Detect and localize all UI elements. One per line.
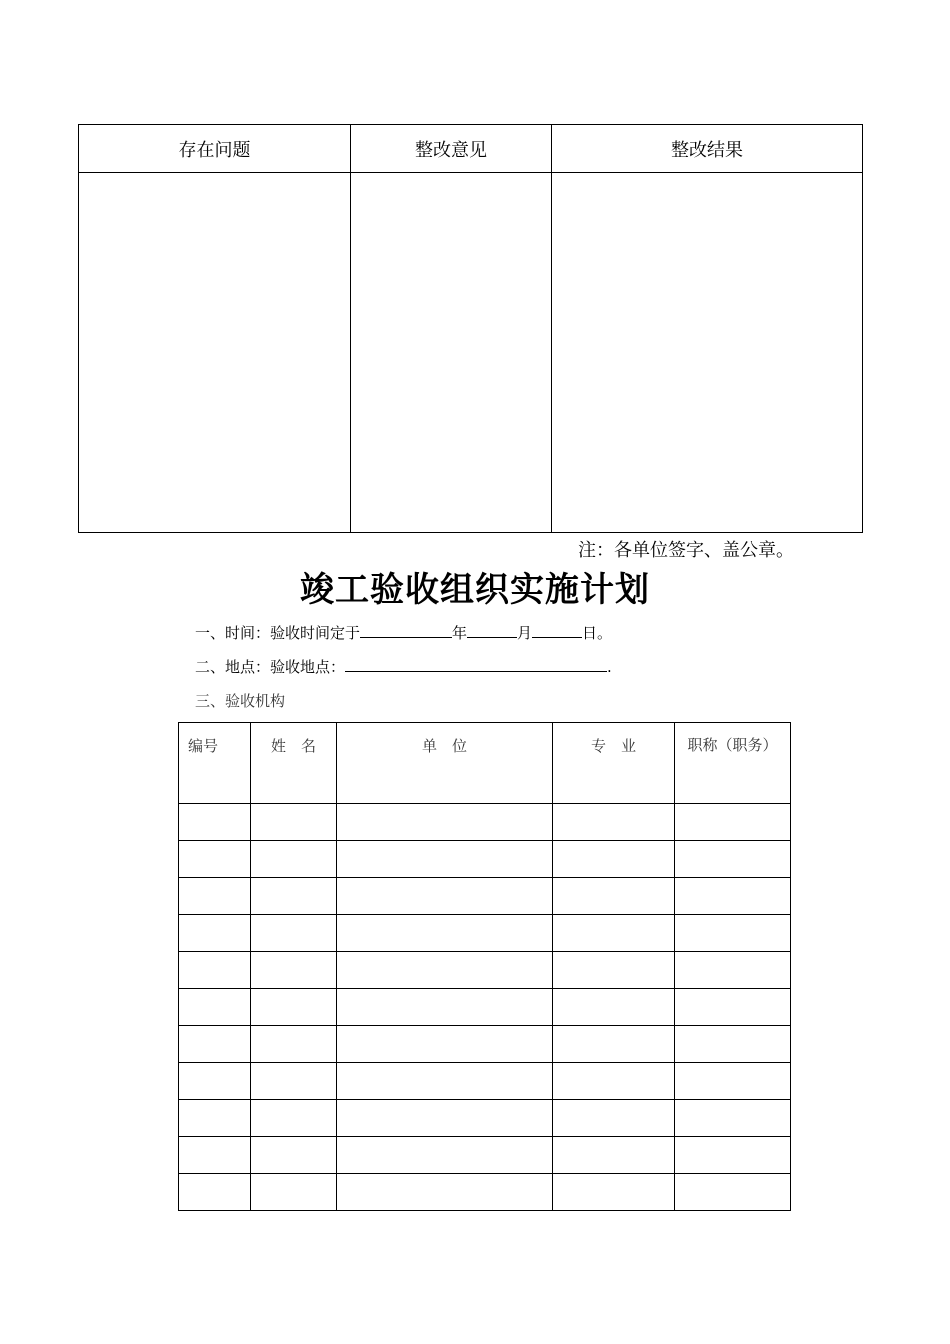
table-row <box>179 804 791 841</box>
org-cell-unit[interactable] <box>337 804 553 841</box>
org-header-title: 职称（职务） <box>675 723 791 804</box>
org-cell-name[interactable] <box>251 841 337 878</box>
org-cell-title[interactable] <box>675 841 791 878</box>
org-cell-specialty[interactable] <box>553 878 675 915</box>
org-cell-name[interactable] <box>251 989 337 1026</box>
org-cell-name[interactable] <box>251 1137 337 1174</box>
issues-cell-result[interactable] <box>552 173 863 533</box>
org-cell-name[interactable] <box>251 915 337 952</box>
org-cell-number[interactable] <box>179 1174 251 1211</box>
org-header-specialty: 专 业 <box>553 723 675 804</box>
table-row <box>179 1063 791 1100</box>
org-cell-name[interactable] <box>251 1100 337 1137</box>
table-row <box>179 1174 791 1211</box>
issues-header-row <box>79 125 863 173</box>
org-cell-name[interactable] <box>251 1174 337 1211</box>
org-cell-number[interactable] <box>179 915 251 952</box>
org-cell-number[interactable] <box>179 1026 251 1063</box>
org-cell-number[interactable] <box>179 1137 251 1174</box>
org-cell-title[interactable] <box>675 804 791 841</box>
org-cell-specialty[interactable] <box>553 1063 675 1100</box>
org-cell-unit[interactable] <box>337 915 553 952</box>
org-cell-specialty[interactable] <box>553 1137 675 1174</box>
org-cell-name[interactable] <box>251 878 337 915</box>
month-blank[interactable] <box>467 623 517 638</box>
table-row <box>179 989 791 1026</box>
org-cell-unit[interactable] <box>337 1100 553 1137</box>
place-label: 二、地点：验收地点： <box>195 658 346 676</box>
org-cell-unit[interactable] <box>337 989 553 1026</box>
year-blank[interactable] <box>360 623 452 638</box>
issues-header-problem: 存在问题 <box>79 125 351 173</box>
signature-note: 注：各单位签字、盖公章。 <box>578 540 794 561</box>
page-title: 竣工验收组织实施计划 <box>300 570 650 610</box>
issues-cell-problem[interactable] <box>79 173 351 533</box>
org-cell-name[interactable] <box>251 804 337 841</box>
org-header-unit: 单 位 <box>337 723 553 804</box>
issues-body-row <box>79 173 863 533</box>
place-blank[interactable] <box>345 657 607 672</box>
org-cell-number[interactable] <box>179 878 251 915</box>
org-table <box>178 722 791 1211</box>
org-cell-unit[interactable] <box>337 1137 553 1174</box>
org-cell-specialty[interactable] <box>553 952 675 989</box>
org-cell-number[interactable] <box>179 1100 251 1137</box>
org-cell-unit[interactable] <box>337 878 553 915</box>
org-header-row <box>179 723 791 804</box>
org-cell-number[interactable] <box>179 841 251 878</box>
org-cell-specialty[interactable] <box>553 1100 675 1137</box>
time-label: 一、时间：验收时间定于 <box>195 624 361 642</box>
org-cell-number[interactable] <box>179 1063 251 1100</box>
issues-cell-opinion[interactable] <box>351 173 552 533</box>
org-cell-unit[interactable] <box>337 841 553 878</box>
org-cell-title[interactable] <box>675 878 791 915</box>
org-cell-specialty[interactable] <box>553 1174 675 1211</box>
year-label: 年 <box>452 624 468 642</box>
org-cell-name[interactable] <box>251 1063 337 1100</box>
org-cell-unit[interactable] <box>337 1174 553 1211</box>
org-cell-title[interactable] <box>675 915 791 952</box>
org-cell-unit[interactable] <box>337 952 553 989</box>
org-cell-title[interactable] <box>675 952 791 989</box>
org-table-body <box>179 804 791 1211</box>
org-cell-title[interactable] <box>675 1026 791 1063</box>
month-label: 月 <box>517 624 533 642</box>
table-row <box>179 878 791 915</box>
day-label: 日。 <box>582 624 613 642</box>
org-cell-title[interactable] <box>675 1137 791 1174</box>
time-line <box>195 622 612 643</box>
day-blank[interactable] <box>532 623 582 638</box>
table-row <box>179 1137 791 1174</box>
org-cell-name[interactable] <box>251 1026 337 1063</box>
org-cell-unit[interactable] <box>337 1026 553 1063</box>
org-cell-number[interactable] <box>179 989 251 1026</box>
org-cell-title[interactable] <box>675 989 791 1026</box>
org-cell-unit[interactable] <box>337 1063 553 1100</box>
org-cell-specialty[interactable] <box>553 915 675 952</box>
section3-heading: 三、验收机构 <box>195 692 286 710</box>
org-cell-specialty[interactable] <box>553 841 675 878</box>
org-header-number: 编号 <box>179 723 251 804</box>
issues-table <box>78 124 863 533</box>
org-cell-specialty[interactable] <box>553 804 675 841</box>
table-row <box>179 952 791 989</box>
table-row <box>179 1100 791 1137</box>
place-line <box>195 656 612 677</box>
table-row <box>179 841 791 878</box>
issues-header-result: 整改结果 <box>552 125 863 173</box>
org-cell-title[interactable] <box>675 1100 791 1137</box>
org-cell-specialty[interactable] <box>553 989 675 1026</box>
org-header-name: 姓 名 <box>251 723 337 804</box>
place-suffix: . <box>607 658 612 676</box>
issues-header-opinion: 整改意见 <box>351 125 552 173</box>
org-cell-title[interactable] <box>675 1174 791 1211</box>
table-row <box>179 915 791 952</box>
org-cell-name[interactable] <box>251 952 337 989</box>
org-cell-number[interactable] <box>179 804 251 841</box>
org-cell-specialty[interactable] <box>553 1026 675 1063</box>
org-cell-number[interactable] <box>179 952 251 989</box>
table-row <box>179 1026 791 1063</box>
org-cell-title[interactable] <box>675 1063 791 1100</box>
